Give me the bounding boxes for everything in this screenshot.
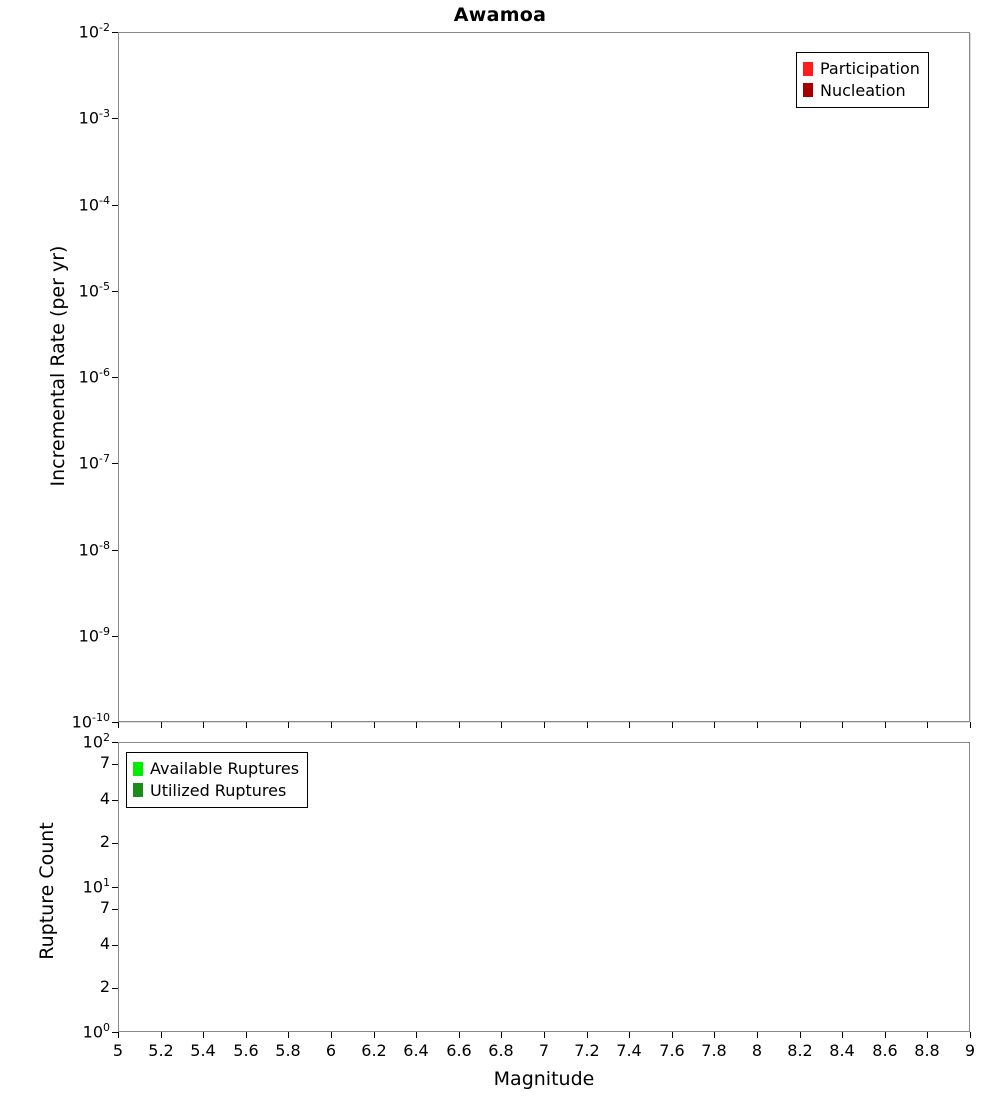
page-title: Awamoa [453,4,547,26]
y-tick-label: $10^{-4}$ [78,194,110,215]
y-tick [112,291,118,292]
x-tick [714,1032,715,1038]
x-tick-label: 8.2 [787,1041,813,1060]
y-tick-label: $10^{-8}$ [78,539,110,560]
x-tick [587,1032,588,1038]
x-tick [927,1032,928,1038]
legend-swatch [133,783,143,797]
x-tick [800,1032,801,1038]
x-tick-label: 5 [112,1041,124,1060]
x-tick-label: 5.8 [275,1041,301,1060]
x-tick [246,1032,247,1038]
x-tick [374,722,375,728]
y-tick [112,32,118,33]
x-tick-label: 8.8 [914,1041,940,1060]
y-tick-label: 7 [99,898,110,917]
x-tick [459,722,460,728]
legend-rupture-count [126,752,308,808]
legend-label: Nucleation [820,80,906,100]
x-axis-label: Magnitude [493,1068,595,1090]
y-tick [112,550,118,551]
x-tick-label: 8 [751,1041,763,1060]
x-tick-label: 9 [964,1041,976,1060]
x-tick [288,1032,289,1038]
y-tick-label: $10^1$ [82,876,110,897]
legend-item [133,780,299,802]
x-tick [203,1032,204,1038]
legend-swatch [803,83,813,97]
y-tick [112,988,118,989]
x-tick-label: 5.2 [148,1041,174,1060]
x-tick [161,722,162,728]
x-tick [331,722,332,728]
x-tick [118,722,119,728]
x-tick [842,722,843,728]
y-tick [112,742,118,743]
y-axis-label-bottom: Rupture Count [36,822,58,960]
legend-label: Available Ruptures [150,759,300,778]
x-tick-label: 6.4 [403,1041,429,1060]
x-tick-label: 6 [325,1041,337,1060]
x-tick [629,1032,630,1038]
y-tick-label: $10^0$ [82,1021,110,1042]
x-tick-label: 6.8 [488,1041,514,1060]
y-tick [112,800,118,801]
y-axis-label-top: Incremental Rate (per yr) [47,245,69,487]
x-tick [927,722,928,728]
legend-swatch [803,62,813,76]
x-tick [970,722,971,728]
x-tick [672,722,673,728]
x-tick [161,1032,162,1038]
x-tick [203,722,204,728]
x-tick [842,1032,843,1038]
x-tick [331,1032,332,1038]
x-tick [544,722,545,728]
y-tick-label: $10^{-10}$ [71,711,110,732]
x-tick [629,722,630,728]
x-tick [757,1032,758,1038]
y-tick [112,463,118,464]
y-tick-label: $10^{-6}$ [78,366,110,387]
x-tick [800,722,801,728]
x-tick [118,1032,119,1038]
x-tick [885,722,886,728]
y-tick [112,909,118,910]
x-tick-label: 8.4 [829,1041,855,1060]
x-tick [885,1032,886,1038]
y-tick-label: $10^{-7}$ [78,452,110,473]
x-tick [714,722,715,728]
y-tick [112,764,118,765]
x-tick-label: 7.8 [701,1041,727,1060]
x-tick-label: 7.4 [616,1041,642,1060]
legend-swatch [133,762,143,776]
x-tick [970,1032,971,1038]
y-tick [112,118,118,119]
y-tick-label: $10^{-9}$ [78,625,110,646]
x-tick [501,722,502,728]
y-tick-label: $10^2$ [82,731,110,752]
y-tick-label: $10^{-2}$ [78,21,110,42]
x-tick-label: 5.6 [233,1041,259,1060]
y-tick-label: 2 [99,977,110,996]
x-tick [288,722,289,728]
y-tick [112,636,118,637]
legend-incremental-rate [796,52,929,108]
x-tick-label: 7.2 [574,1041,600,1060]
x-tick [416,1032,417,1038]
y-tick-label: 2 [99,832,110,851]
legend-item [803,80,920,102]
legend-item [803,58,920,80]
x-tick [246,722,247,728]
incremental-rate-plot-area [118,32,970,722]
x-tick [459,1032,460,1038]
grid-line-vertical [970,33,971,721]
y-tick [112,843,118,844]
y-tick-label: $10^{-3}$ [78,107,110,128]
x-tick [672,1032,673,1038]
x-tick [757,722,758,728]
y-tick [112,887,118,888]
x-tick-label: 8.6 [872,1041,898,1060]
x-tick-label: 5.4 [190,1041,216,1060]
x-tick-label: 6.2 [361,1041,387,1060]
legend-item [133,758,299,780]
x-tick [544,1032,545,1038]
y-tick-label: 4 [99,789,110,808]
legend-label: Participation [820,59,920,78]
x-tick [501,1032,502,1038]
y-tick-label: 7 [99,753,110,772]
x-tick [587,722,588,728]
y-tick [112,377,118,378]
x-tick [374,1032,375,1038]
y-tick-label: 4 [99,934,110,953]
x-tick-label: 7 [538,1041,550,1060]
y-tick-label: $10^{-5}$ [78,280,110,301]
x-tick-label: 7.6 [659,1041,685,1060]
x-tick-label: 6.6 [446,1041,472,1060]
y-tick [112,205,118,206]
x-tick [416,722,417,728]
y-tick [112,945,118,946]
legend-label: Utilized Ruptures [150,780,287,800]
